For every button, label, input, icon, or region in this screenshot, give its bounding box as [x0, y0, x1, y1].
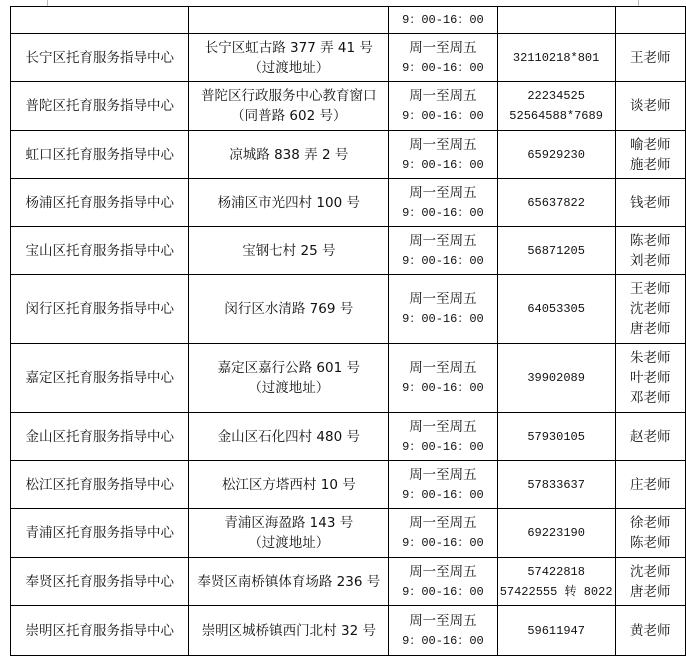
- table-row: [11, 7, 686, 34]
- contact-cell: [615, 179, 685, 227]
- addr-line: 崇明区城桥镇西门北村 32 号: [201, 622, 376, 639]
- time: 9：00-16：00: [402, 381, 484, 395]
- hours-cell: [389, 34, 498, 82]
- addr-line: 杨浦区市光四村 100 号: [217, 194, 360, 211]
- center-name-cell: [11, 606, 189, 656]
- address-cell: [189, 275, 389, 344]
- phone-line: 65637822: [527, 195, 585, 210]
- center-name-cell: [11, 461, 189, 509]
- center-name: 崇明区托育服务指导中心: [25, 622, 174, 639]
- contact-cell: [615, 82, 685, 131]
- table-row: [11, 275, 686, 344]
- days: 周一至周五: [409, 88, 477, 104]
- hours-cell: [389, 82, 498, 131]
- addr-line: 普陀区行政服务中心教育窗口: [201, 88, 377, 104]
- phone-cell: [497, 344, 615, 413]
- table-row: [11, 606, 686, 656]
- phone-line: 57833637: [527, 477, 585, 492]
- table-row: [11, 82, 686, 131]
- contact-cell: [615, 7, 685, 34]
- contact-line: 黄老师: [630, 622, 671, 639]
- center-name: 普陀区托育服务指导中心: [25, 98, 174, 114]
- center-name-cell: [11, 558, 189, 606]
- days: 周一至周五: [409, 291, 477, 307]
- phone-cell: [497, 275, 615, 344]
- addr-line: （同普路 602 号）: [231, 108, 347, 124]
- contact-line: 沈老师: [630, 563, 671, 580]
- time: 9：00-16：00: [402, 439, 484, 454]
- contact-cell: [615, 275, 685, 344]
- hours-cell: [389, 413, 498, 461]
- addr-line: 长宁区虹古路 377 弄 41 号: [204, 39, 373, 56]
- phone-line: 39902089: [527, 371, 585, 385]
- center-name-cell: [11, 344, 189, 413]
- contact-line: 钱老师: [630, 194, 671, 211]
- contact-cell: [615, 34, 685, 82]
- phone-line: 64053305: [527, 302, 585, 316]
- contact-cell: [615, 461, 685, 509]
- address-cell: [189, 413, 389, 461]
- contact-cell: [615, 509, 685, 558]
- address-cell: [189, 344, 389, 413]
- center-name-cell: [11, 131, 189, 179]
- phone-line: 56871205: [527, 243, 585, 258]
- address-cell: [189, 227, 389, 275]
- center-name: 长宁区托育服务指导中心: [25, 49, 174, 66]
- hours-cell: [389, 558, 498, 606]
- phone-cell: [497, 34, 615, 82]
- contact-cell: [615, 606, 685, 656]
- table-row: [11, 344, 686, 413]
- time: 9：00-16：00: [402, 584, 484, 599]
- address-cell: [189, 131, 389, 179]
- addr-line: （过渡地址）: [248, 59, 330, 76]
- table-row: [11, 558, 686, 606]
- addr-line: （过渡地址）: [248, 535, 330, 551]
- center-name: 虹口区托育服务指导中心: [25, 146, 174, 163]
- days: 周一至周五: [409, 418, 477, 435]
- days: 周一至周五: [409, 612, 477, 629]
- addr-line: 奉贤区南桥镇体育场路 236 号: [197, 573, 381, 590]
- phone-cell: [497, 558, 615, 606]
- contact-cell: [615, 131, 685, 179]
- phone-cell: [497, 131, 615, 179]
- contact-line: 沈老师: [630, 301, 671, 317]
- table-row: [11, 227, 686, 275]
- address-cell: [189, 558, 389, 606]
- contact-cell: [615, 227, 685, 275]
- phone-cell: [497, 179, 615, 227]
- address-cell: [189, 82, 389, 131]
- time: 9：00-16：00: [402, 157, 484, 172]
- table-row: [11, 131, 686, 179]
- time: 9：00-16：00: [402, 487, 484, 502]
- days: 周一至周五: [409, 39, 477, 56]
- hours-cell: [389, 131, 498, 179]
- contact-line: 王老师: [630, 49, 671, 66]
- center-name-cell: [11, 509, 189, 558]
- contact-line: 徐老师: [630, 515, 671, 531]
- days: 周一至周五: [409, 515, 477, 531]
- center-name: 奉贤区托育服务指导中心: [25, 573, 174, 590]
- phone-line: 69223190: [527, 526, 585, 540]
- table-row: [11, 34, 686, 82]
- time: 9：00-16：00: [402, 312, 484, 326]
- hours-cell: [389, 344, 498, 413]
- addr-line: 嘉定区嘉行公路 601 号: [217, 360, 360, 376]
- time: 9：00-16：00: [402, 253, 484, 268]
- center-name-cell: [11, 227, 189, 275]
- phone-line: 59611947: [527, 623, 585, 638]
- contact-line: 王老师: [630, 281, 671, 297]
- center-name: 青浦区托育服务指导中心: [25, 525, 174, 541]
- address-cell: [189, 179, 389, 227]
- time: 9：00-16：00: [402, 536, 484, 550]
- center-name: 闵行区托育服务指导中心: [25, 301, 174, 317]
- contact-line: 赵老师: [630, 428, 671, 445]
- phone-line: 57422818: [527, 564, 585, 579]
- phone-cell: [497, 461, 615, 509]
- contact-line: 唐老师: [630, 583, 671, 600]
- center-name: 松江区托育服务指导中心: [25, 476, 174, 493]
- hours-cell: [389, 509, 498, 558]
- days: 周一至周五: [409, 232, 477, 249]
- center-name: 杨浦区托育服务指导中心: [25, 194, 174, 211]
- days: 周一至周五: [409, 184, 477, 201]
- address-cell: [189, 509, 389, 558]
- contact-line: 陈老师: [630, 232, 671, 249]
- phone-cell: [497, 413, 615, 461]
- addr-line: 青浦区海盈路 143 号: [224, 515, 354, 531]
- table-row: [11, 509, 686, 558]
- contact-cell: [615, 344, 685, 413]
- hours-cell: [389, 606, 498, 656]
- addr-line: 金山区石化四村 480 号: [217, 428, 360, 445]
- contact-line: 朱老师: [630, 350, 671, 366]
- hours-cell: [389, 461, 498, 509]
- phone-line: 57422555 转 8022: [499, 584, 613, 599]
- address-cell: [189, 461, 389, 509]
- contact-line: 陈老师: [630, 535, 671, 551]
- contact-line: 喻老师: [630, 136, 671, 153]
- table-row: [11, 461, 686, 509]
- phone-line: 32110218*801: [512, 50, 600, 65]
- phone-cell: [497, 606, 615, 656]
- phone-line: 65929230: [527, 147, 585, 162]
- address-cell: [189, 34, 389, 82]
- phone-cell: [497, 7, 615, 34]
- contact-cell: [615, 558, 685, 606]
- center-name-cell: [11, 82, 189, 131]
- hours-cell: [389, 179, 498, 227]
- address-cell: [189, 7, 389, 34]
- hours-cell: [389, 275, 498, 344]
- center-name-cell: [11, 34, 189, 82]
- time: 9：00-16：00: [402, 633, 484, 648]
- hours-cell: [389, 227, 498, 275]
- addr-line: 闵行区水清路 769 号: [224, 301, 354, 317]
- days: 周一至周五: [409, 360, 477, 376]
- addr-line: 凉城路 838 弄 2 号: [229, 146, 349, 163]
- contact-line: 刘老师: [630, 252, 671, 269]
- contact-line: 施老师: [630, 156, 671, 173]
- addr-line: 宝钢七村 25 号: [242, 242, 336, 259]
- addr-line: （过渡地址）: [248, 380, 330, 396]
- days: 周一至周五: [409, 136, 477, 153]
- time: 9：00-16：00: [402, 109, 484, 123]
- time: 9：00-16：00: [402, 60, 484, 75]
- center-name-cell: [11, 179, 189, 227]
- center-name: 宝山区托育服务指导中心: [25, 242, 174, 259]
- contact-cell: [615, 413, 685, 461]
- contact-line: 庄老师: [630, 476, 671, 493]
- phone-cell: [497, 82, 615, 131]
- table-row: [11, 413, 686, 461]
- table-row: [11, 179, 686, 227]
- days: 周一至周五: [409, 563, 477, 580]
- center-name: 嘉定区托育服务指导中心: [25, 370, 174, 386]
- days: 周一至周五: [409, 466, 477, 483]
- name-cell: [11, 7, 189, 34]
- addr-line: 松江区方塔西村 10 号: [221, 476, 356, 493]
- phone-line: 52564588*7689: [509, 109, 603, 123]
- childcare-centers-table: [10, 6, 686, 656]
- center-name: 金山区托育服务指导中心: [25, 428, 174, 445]
- contact-line: 叶老师: [630, 370, 671, 386]
- phone-line: 57930105: [527, 429, 585, 444]
- contact-line: 邓老师: [630, 390, 671, 406]
- address-cell: [189, 606, 389, 656]
- center-name-cell: [11, 275, 189, 344]
- phone-cell: [497, 509, 615, 558]
- center-name-cell: [11, 413, 189, 461]
- contact-line: 谈老师: [630, 98, 671, 114]
- time: 9：00-16：00: [402, 205, 484, 220]
- phone-cell: [497, 227, 615, 275]
- phone-line: 22234525: [527, 89, 585, 103]
- hours-cell: 9：00-16：00: [389, 7, 498, 34]
- contact-line: 唐老师: [630, 321, 671, 337]
